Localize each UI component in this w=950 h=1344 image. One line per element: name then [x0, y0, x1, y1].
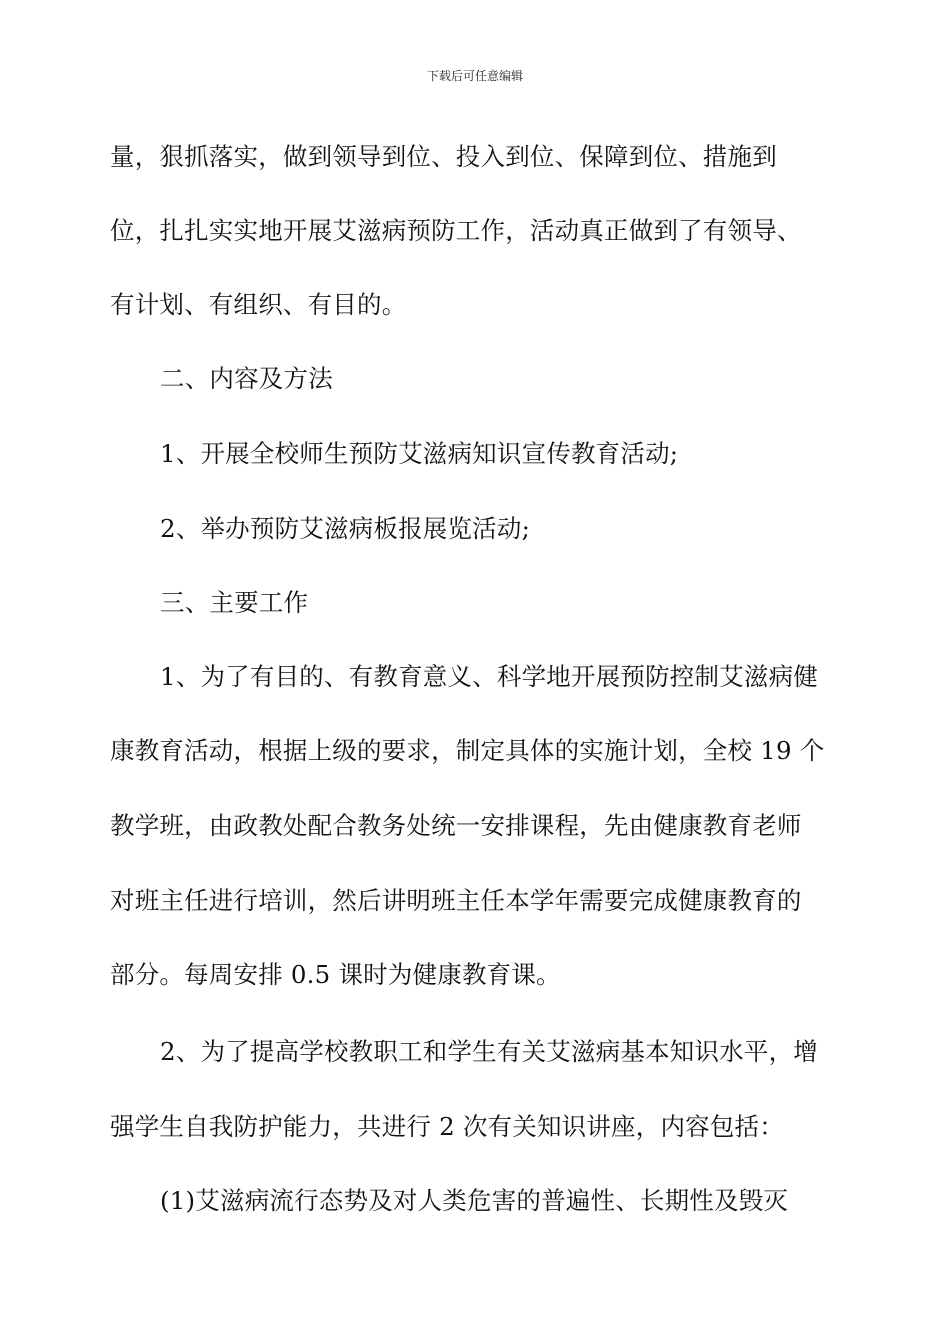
section-heading: 二、内容及方法 — [160, 364, 333, 393]
list-item: 1、开展全校师生预防艾滋病知识宣传教育活动; — [160, 439, 679, 468]
paragraph-line: 部分。每周安排 0.5 课时为健康教育课。 — [110, 960, 561, 989]
paragraph-line: 对班主任进行培训，然后讲明班主任本学年需要完成健康教育的 — [110, 886, 802, 915]
list-item: 2、举办预防艾滋病板报展览活动; — [160, 514, 531, 543]
header-note: 下载后可任意编辑 — [426, 69, 523, 83]
section-heading: 三、主要工作 — [160, 588, 309, 617]
text-line: 有计划、有组织、有目的。 — [110, 290, 407, 319]
paragraph-line: 康教育活动，根据上级的要求，制定具体的实施计划，全校 19 个 — [110, 736, 825, 765]
paragraph-line: 1、为了有目的、有教育意义、科学地开展预防控制艾滋病健 — [160, 662, 818, 691]
text-line: 量，狠抓落实，做到领导到位、投入到位、保障到位、措施到 — [110, 142, 777, 171]
paragraph-line: 强学生自我防护能力，共进行 2 次有关知识讲座，内容包括： — [110, 1112, 784, 1141]
paragraph-line: 2、为了提高学校教职工和学生有关艾滋病基本知识水平，增 — [160, 1037, 818, 1066]
paragraph-line: 教学班，由政教处配合教务处统一安排课程，先由健康教育老师 — [110, 811, 802, 840]
text-line: 位，扎扎实实地开展艾滋病预防工作，活动真正做到了有领导、 — [110, 216, 802, 245]
paragraph-line: (1)艾滋病流行态势及对人类危害的普遍性、长期性及毁灭 — [160, 1186, 789, 1215]
